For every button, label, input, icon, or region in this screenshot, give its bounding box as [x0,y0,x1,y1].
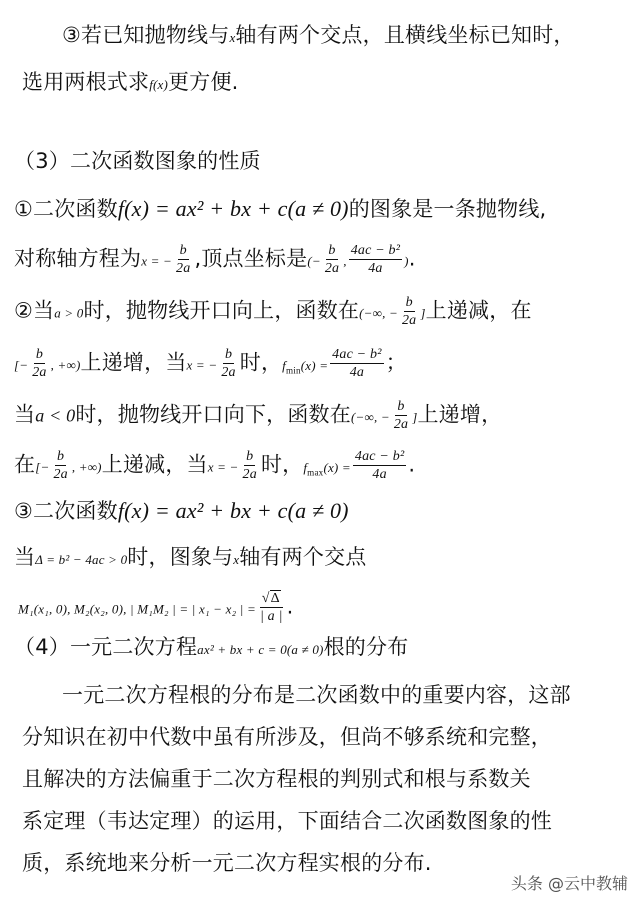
section-4-title [14,632,408,665]
text: 当 [14,402,36,427]
text: ①二次函数 [14,197,118,221]
property-2b [14,346,407,385]
math: ] [420,305,426,321]
fraction: $\frac{\text{4ac − b²}}{4a}$ [332,347,382,380]
text: 轴有两个交点，且横线坐标已知时， [235,23,575,47]
math: , +∞) [71,459,102,475]
property-1b [14,242,416,277]
math-condition: a < 0 [35,405,76,426]
math-discriminant: Δ = b² − 4ac > 0 [35,552,128,567]
math: x = − [141,253,173,269]
math-quadratic: f(x) = ax² + bx + c(a ≠ 0) [117,196,349,221]
text: 时，图象与 [127,545,234,569]
math: , +∞) [50,357,81,373]
text: 更方便. [168,70,239,94]
fraction: $\frac{\text{4ac − b²}}{4a}$ [350,243,401,276]
watermark: 头条 @云中教辅 [510,874,628,893]
fraction: $\frac{b}{2a}$ [53,449,68,482]
text: ③若已知抛物线与 [62,23,230,47]
fraction: $\frac{b}{2a}$ [176,243,191,276]
paragraph-line-3: 且解决的方法偏重于二次方程根的判别式和根与系数关 [22,767,531,791]
text: 选用两根式求 [22,70,150,94]
property-2 [14,294,532,329]
text: . [286,594,294,619]
math: [− [35,459,50,475]
property-1 [14,194,546,224]
text: 的图象是一条抛物线, [348,197,547,221]
heading: （4）一元二次方程 [14,635,198,659]
text: 时，抛物线开口向下，函数在 [75,402,351,427]
text: 时， [260,452,304,477]
heading: （3）二次函数图象的性质 [14,149,261,173]
text: 上递减，当 [101,452,208,477]
text: 上递增，当 [80,350,187,375]
math: (−∞, − [359,305,398,321]
fraction: $\frac{b}{2a}$ [221,347,236,380]
text: 轴有两个交点 [239,545,367,569]
property-4 [14,496,349,526]
section-3-title [14,146,261,176]
property-3b [14,448,415,487]
paragraph-line-4: 系定理（韦达定理）的运用，下面结合二次函数图象的性 [22,809,552,833]
math-fmin: $f_{min}(x)$ = [282,357,329,376]
fraction: $\frac{b}{2a}$ [393,399,409,432]
text: 上递减，在 [425,298,532,323]
fraction: $\frac{b}{2a}$ [401,295,417,328]
line-1 [62,20,575,53]
fraction-sqrt: $\frac{√\Delta}{| a |}$ [259,591,283,624]
math: ) [404,253,409,269]
text: 在 [14,452,36,477]
property-4c [18,590,294,625]
paragraph-line-5: 质，系统地来分析一元二次方程实根的分布. [22,851,432,875]
math: x = − [186,357,218,373]
math-x: x [229,30,236,45]
fraction: $\frac{\text{4ac − b²}}{4a}$ [354,449,405,482]
math: , [343,253,347,269]
fraction: $\frac{b}{2a}$ [242,449,257,482]
math: (−∞, − [350,409,390,425]
line-2 [22,67,239,100]
math-equation: ax² + bx + c = 0(a ≠ 0) [197,642,324,657]
property-4b [14,542,366,575]
fraction: $\frac{b}{2a}$ [32,347,47,380]
math: (− [307,253,321,269]
fraction: $\frac{b}{2a}$ [324,243,340,276]
text: ②当 [14,298,55,323]
math-fmax: $f_{max}(x)$ = [303,459,351,478]
math: [− [14,357,29,373]
text: . [408,452,416,477]
text: 时，抛物线开口向上，函数在 [83,298,360,323]
math: x = − [207,459,239,475]
text: ,顶点坐标是 [194,246,308,271]
math: ] [412,409,418,425]
math-fx: f(x) [149,77,169,92]
paragraph-line-1: 一元二次方程根的分布是二次函数中的重要内容，这部 [62,683,571,707]
math-quadratic: f(x) = ax² + bx + c(a ≠ 0) [117,498,349,523]
text: 时， [239,350,283,375]
paragraph-line-2: 分知识在初中代数中虽有所涉及，但尚不够系统和完整， [22,725,552,749]
property-3 [14,398,502,433]
text: ； [385,350,407,375]
text: 当 [14,545,36,569]
math-intersection-distance: M₁(x₁, 0), M₂(x₂, 0), | M₁M₂ | = | x₁ − x₂ | = [18,601,256,617]
heading: 根的分布 [323,635,409,659]
text: 上递增， [417,402,503,427]
text: . [408,246,416,271]
math-x: x [233,552,240,567]
text: 对称轴方程为 [14,246,142,271]
math-condition: a > 0 [54,305,84,321]
text: ③二次函数 [14,499,118,523]
